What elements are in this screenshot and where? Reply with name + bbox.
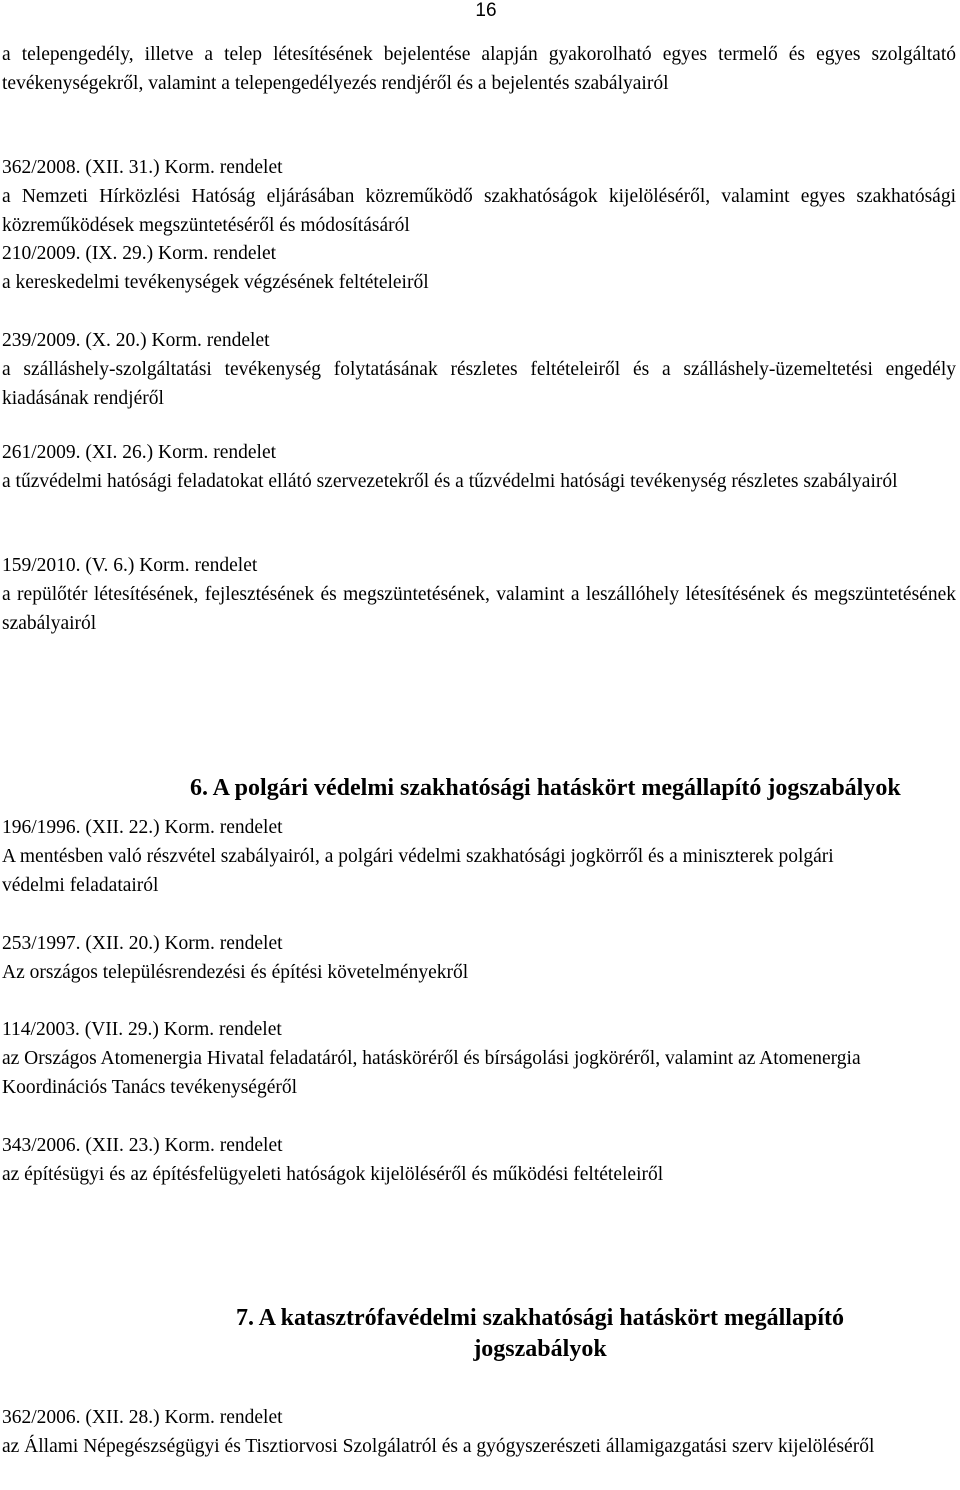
decree-reference: 253/1997. (XII. 20.) Korm. rendelet xyxy=(2,933,283,954)
list-item xyxy=(2,153,956,240)
decree-reference: 362/2008. (XII. 31.) Korm. rendelet xyxy=(2,157,283,178)
list-item xyxy=(2,813,956,900)
decree-title: Az országos településrendezési és építési követelményekről xyxy=(2,962,469,983)
decree-title: az Országos Atomenergia Hivatal feladatáról, hatásköréről és bírságolási jogköréről, valamint az Atomenergia Koordinációs Tanács tevékenységéről xyxy=(2,1048,861,1098)
page-number: 16 xyxy=(475,0,497,21)
list-item xyxy=(2,239,956,297)
decree-reference: 114/2003. (VII. 29.) Korm. rendelet xyxy=(2,1019,282,1040)
decree-title: A mentésben való részvétel szabályairól, a polgári védelmi szakhatósági jogkörről és a miniszterek polgári védelmi feladatairól xyxy=(2,846,834,896)
decree-reference: 196/1996. (XII. 22.) Korm. rendelet xyxy=(2,817,283,838)
decree-reference: 239/2009. (X. 20.) Korm. rendelet xyxy=(2,330,270,351)
section-heading-7-line1: 7. A katasztrófavédelmi szakhatósági hatáskört megállapító xyxy=(236,1305,844,1331)
decree-title: a Nemzeti Hírközlési Hatóság eljárásában közreműködő szakhatóságok kijelöléséről, valamint egyes szakhatósági közreműködések megszüntetéséről és módosításáról xyxy=(2,186,956,236)
decree-title: az Állami Népegészségügyi és Tisztiorvosi Szolgálatról és a gyógyszerészeti államigazgatási szerv kijelöléséről xyxy=(2,1436,875,1457)
decree-title: a tűzvédelmi hatósági feladatokat ellátó szervezetekről és a tűzvédelmi hatósági tevékenység részletes szabályairól xyxy=(2,471,898,492)
decree-reference: 261/2009. (XI. 26.) Korm. rendelet xyxy=(2,442,277,463)
decree-reference: 159/2010. (V. 6.) Korm. rendelet xyxy=(2,555,258,576)
list-item xyxy=(2,1015,956,1102)
list-item xyxy=(2,551,956,638)
decree-title: a kereskedelmi tevékenységek végzésének feltételeiről xyxy=(2,272,429,293)
list-item xyxy=(2,438,956,496)
list-item xyxy=(2,326,956,413)
list-item xyxy=(2,1403,956,1461)
list-item xyxy=(2,1131,956,1189)
decree-title: a szálláshely-szolgáltatási tevékenység folytatásának részletes feltételeiről és a szálláshely-üzemeltetési engedély kiadásának rendjéről xyxy=(2,359,956,409)
decree-title: a repülőtér létesítésének, fejlesztésének és megszüntetésének, valamint a leszállóhely létesítésének és megszüntetésének szabályairól xyxy=(2,584,956,634)
list-item xyxy=(2,929,956,987)
intro-text: a telepengedély, illetve a telep létesítésének bejelentése alapján gyakorolható egyes termelő és egyes szolgáltató tevékenységekről, valamint a telepengedélyezés rendjéről és a bejelentés szabályairól xyxy=(2,44,956,94)
section-heading-6: 6. A polgári védelmi szakhatósági hatáskört megállapító jogszabályok xyxy=(190,775,901,801)
section-heading-7-line2: jogszabályok xyxy=(473,1336,607,1362)
decree-reference: 362/2006. (XII. 28.) Korm. rendelet xyxy=(2,1407,283,1428)
section-heading-7 xyxy=(120,1303,960,1365)
decree-reference: 210/2009. (IX. 29.) Korm. rendelet xyxy=(2,243,277,264)
decree-title: az építésügyi és az építésfelügyeleti hatóságok kijelöléséről és működési feltételeiről xyxy=(2,1164,664,1185)
decree-reference: 343/2006. (XII. 23.) Korm. rendelet xyxy=(2,1135,283,1156)
intro-block xyxy=(2,40,956,98)
